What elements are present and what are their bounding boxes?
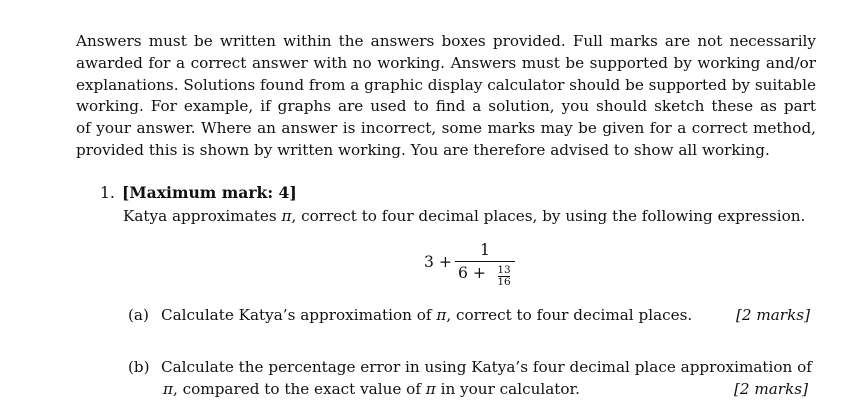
question-text: Katya approximates: [123, 207, 282, 225]
part-text: , compared to the exact value of: [172, 380, 426, 398]
pi-symbol: π: [281, 207, 292, 225]
expression-whole-part: 3 +: [424, 253, 452, 271]
part-text: , correct to four decimal places.: [446, 306, 693, 324]
part-marks: [2 marks]: [735, 306, 810, 324]
part-marks: [2 marks]: [733, 380, 808, 398]
instructions-line: of your answer. Where an answer is incorrect, some marks may be given for a correct method,: [76, 119, 816, 138]
inner-fraction-numerator: 13: [497, 264, 511, 276]
question-number: 1.: [100, 184, 115, 202]
question-text: , correct to four decimal places, by using the following expression.: [291, 207, 806, 225]
part-label: (b): [128, 358, 150, 376]
inner-fraction-denominator: 16: [497, 276, 511, 288]
instructions-line: explanations. Solutions found from a graphic display calculator should be supported by suitable: [76, 75, 816, 94]
question-heading: [100, 182, 297, 204]
instructions-line: Answers must be written within the answers boxes provided. Full marks are not necessarily: [76, 32, 816, 50]
continued-fraction-expression: [420, 241, 530, 289]
instructions-line: working. For example, if graphs are used to find a solution, you should sketch these as part: [76, 97, 816, 116]
fraction-bar: [455, 261, 515, 262]
part-label: (a): [128, 306, 149, 324]
part-a: [128, 304, 810, 326]
question-stem: [123, 205, 805, 227]
instructions-line: provided this is shown by written working. You are therefore advised to show all working.: [76, 140, 770, 159]
part-text: Calculate the percentage error in using Katya’s four decimal place approximation of: [161, 358, 812, 376]
part-b-line-1: [128, 356, 818, 378]
question-max-mark: [Maximum mark: 4]: [122, 183, 297, 202]
part-text: Calculate Katya’s approximation of: [161, 306, 437, 324]
fraction-denominator-whole: 6 +: [458, 264, 486, 282]
instructions-line: awarded for a correct answer with no working. Answers must be supported by working and/or: [76, 53, 816, 72]
pi-symbol: π: [425, 380, 436, 398]
pi-symbol: π: [436, 306, 447, 324]
fraction-numerator: 1: [480, 241, 490, 259]
part-text: in your calculator.: [435, 380, 580, 398]
instructions-paragraph: [76, 31, 816, 162]
inner-fraction: [497, 265, 511, 288]
pi-symbol: π: [163, 380, 173, 398]
part-b-line-2: [163, 378, 808, 400]
